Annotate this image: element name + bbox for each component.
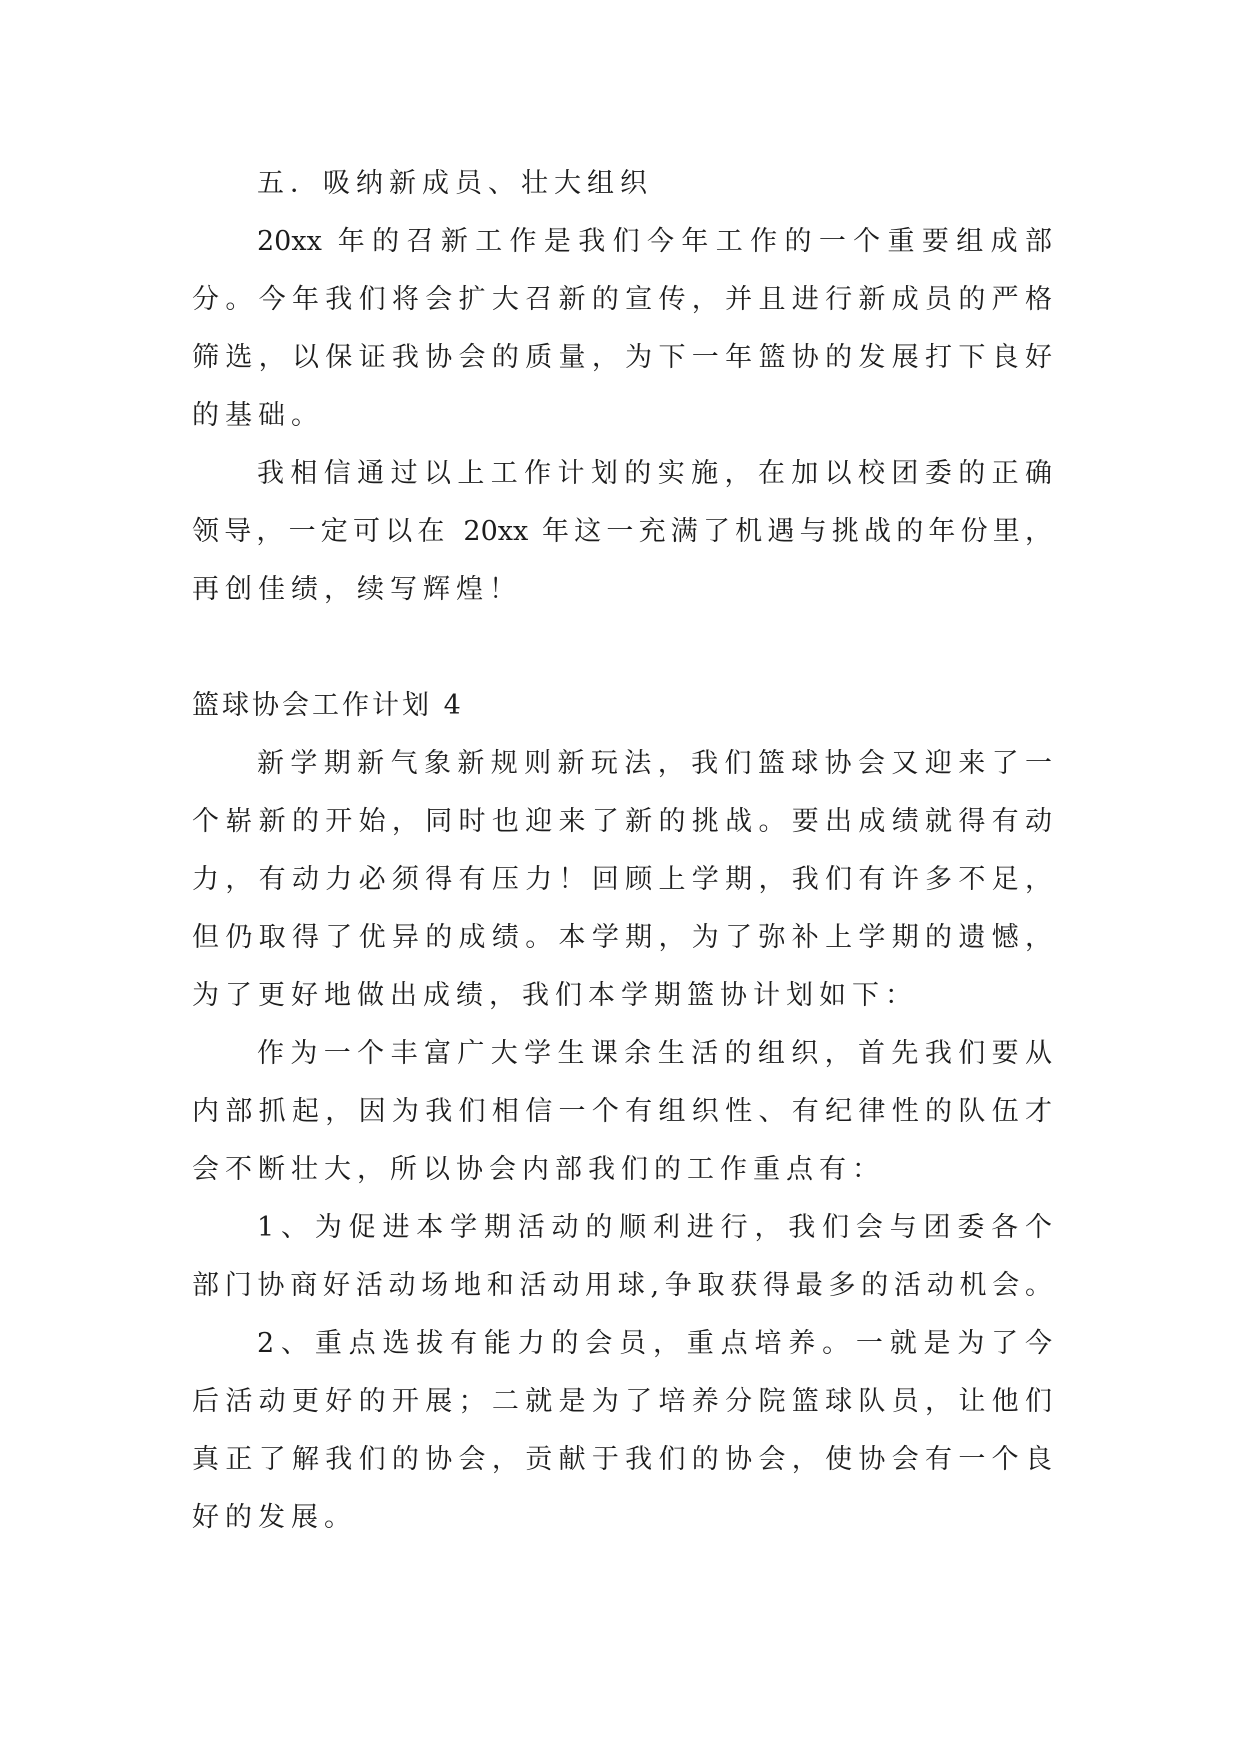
text-line: 好的发展。 <box>192 1502 357 1533</box>
text-line: 2、重点选拔有能力的会员，重点培养。一就是为了今 <box>257 1328 1052 1359</box>
text-line: 力，有动力必须得有压力！回顾上学期，我们有许多不足， <box>192 864 1052 895</box>
text-line: 为了更好地做出成绩，我们本学期篮协计划如下： <box>192 980 918 1011</box>
document-page <box>192 155 1052 1547</box>
text-line: 后活动更好的开展；二就是为了培养分院篮球队员，让他们 <box>192 1386 1052 1417</box>
blank-line <box>192 619 1052 677</box>
text-line: 内部抓起，因为我们相信一个有组织性、有纪律性的队伍才 <box>192 1096 1052 1127</box>
paragraph <box>192 1199 1052 1315</box>
paragraph <box>192 1315 1052 1547</box>
plan-title: 篮球协会工作计划 4 <box>192 690 464 721</box>
section-heading: 五．吸纳新成员、壮大组织 <box>257 168 653 199</box>
text-line: 新学期新气象新规则新玩法，我们篮球协会又迎来了一 <box>257 748 1052 779</box>
text-line: 筛选，以保证我协会的质量，为下一年篮协的发展打下良好 <box>192 342 1052 373</box>
text-line: 个崭新的开始，同时也迎来了新的挑战。要出成绩就得有动 <box>192 806 1052 837</box>
paragraph <box>192 735 1052 1025</box>
text-line: 1、为促进本学期活动的顺利进行，我们会与团委各个 <box>257 1212 1052 1243</box>
text-line: 分。今年我们将会扩大召新的宣传，并且进行新成员的严格 <box>192 284 1052 315</box>
text-line: 的基础。 <box>192 400 324 431</box>
text-line: 真正了解我们的协会，贡献于我们的协会，使协会有一个良 <box>192 1444 1052 1475</box>
text-line: 我相信通过以上工作计划的实施，在加以校团委的正确 <box>257 458 1052 489</box>
text-line: 但仍取得了优异的成绩。本学期，为了弥补上学期的遗憾， <box>192 922 1052 953</box>
paragraph <box>192 445 1052 619</box>
text-line: 领导，一定可以在 20xx 年这一充满了机遇与挑战的年份里， <box>192 516 1052 547</box>
text-line: 再创佳绩，续写辉煌！ <box>192 574 522 605</box>
text-line: 部门协商好活动场地和活动用球,争取获得最多的活动机会。 <box>192 1270 1052 1301</box>
paragraph <box>192 1025 1052 1199</box>
text-line: 20xx 年的召新工作是我们今年工作的一个重要组成部 <box>257 226 1052 257</box>
paragraph <box>192 213 1052 445</box>
text-line: 作为一个丰富广大学生课余生活的组织，首先我们要从 <box>257 1038 1052 1069</box>
text-line: 会不断壮大，所以协会内部我们的工作重点有： <box>192 1154 885 1185</box>
